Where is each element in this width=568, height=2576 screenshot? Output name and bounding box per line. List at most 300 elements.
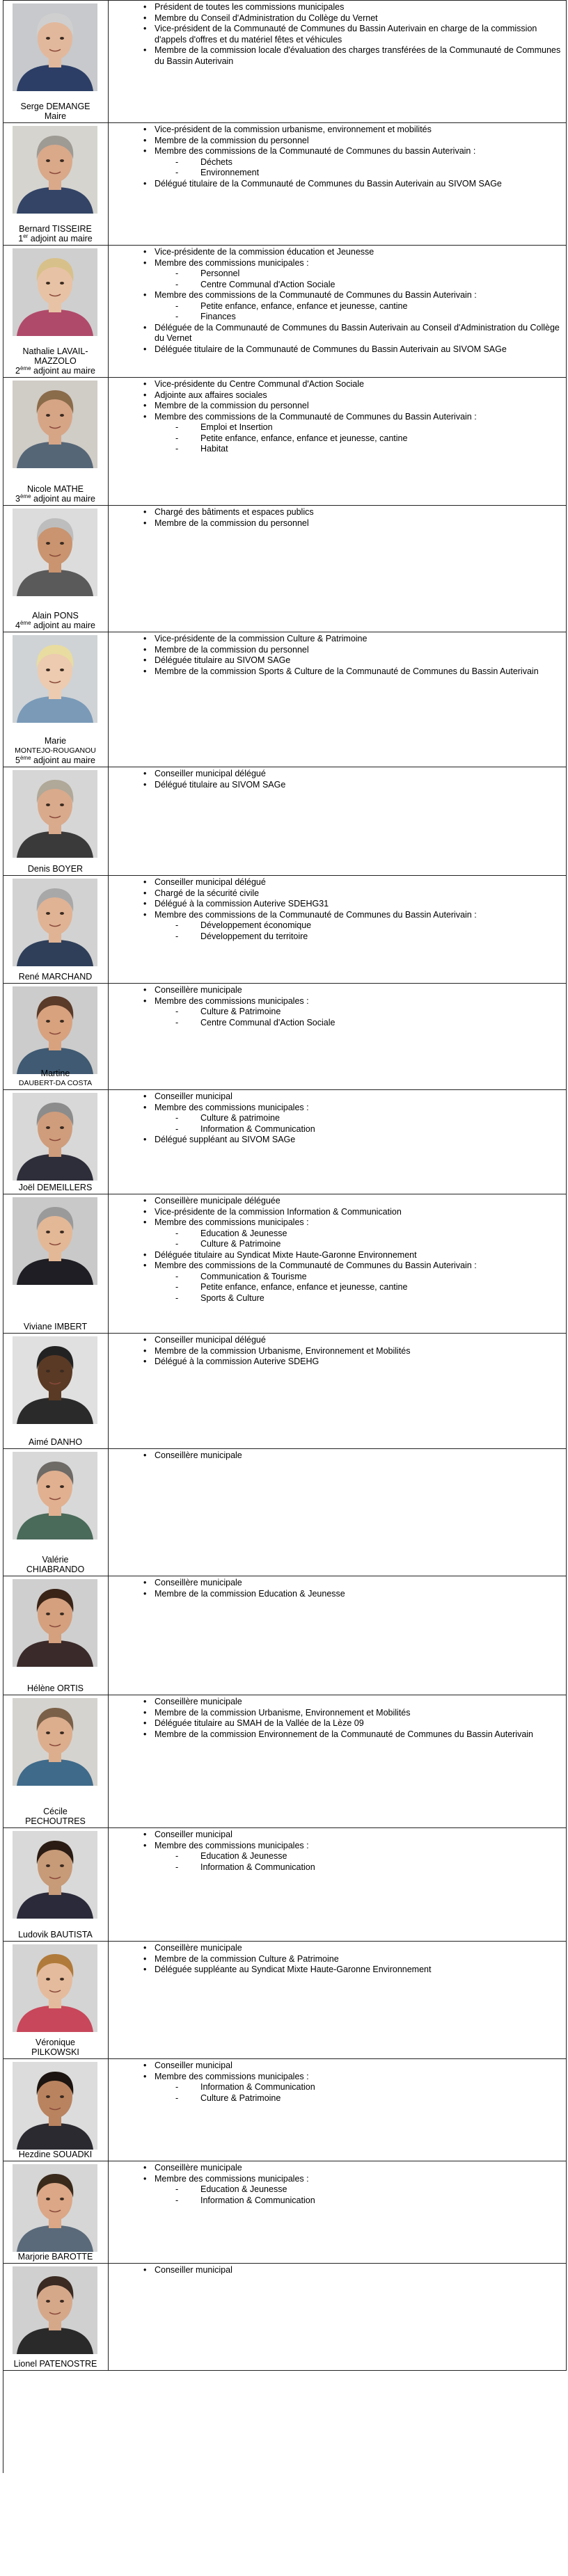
duty-item	[109, 780, 563, 791]
member-caption	[3, 346, 108, 376]
portrait-image	[13, 2266, 97, 2354]
duty-item	[109, 344, 563, 355]
duty-item	[109, 1450, 563, 1462]
duties-list	[109, 1943, 563, 1976]
duty-sublist	[155, 1229, 563, 1250]
member-role: 1er adjoint au maire	[18, 232, 93, 243]
duty-item	[109, 390, 563, 401]
member-role-ordinal: ème	[19, 619, 31, 626]
member-portrait	[13, 1336, 97, 1424]
duty-text: Vice-président de la Communauté de Communes du Bassin Auterivain en charge de la commission d'appels d'offres et du matériel fêtes et véhicules	[155, 24, 537, 45]
member-identity-cell	[3, 2161, 109, 2263]
member-identity-cell	[3, 632, 109, 767]
member-name: Viviane IMBERT	[23, 1322, 88, 1331]
duty-item	[109, 2, 563, 13]
duty-text: Déléguée titulaire au SMAH de la Vallée de la Lèze 09	[155, 1718, 364, 1728]
duty-text: Conseillère municipale	[155, 1450, 242, 1460]
member-role: 4ème adjoint au maire	[15, 619, 95, 630]
member-duties-cell	[109, 1576, 566, 1695]
member-duties-cell	[109, 1828, 566, 1941]
duty-sublist	[155, 1272, 563, 1304]
member-duties-cell	[109, 1942, 566, 2058]
member-caption	[3, 2359, 108, 2369]
duty-subitem: - Education & Jeunesse	[155, 1851, 563, 1862]
portrait-image	[13, 1197, 97, 1285]
member-portrait	[13, 1197, 97, 1285]
duty-item	[109, 2072, 563, 2104]
member-identity-cell	[3, 246, 109, 377]
member-caption	[3, 1069, 108, 1088]
duty-text: Déléguée titulaire de la Communauté de Communes du Bassin Auterivain au SIVOM SAGe	[155, 344, 507, 354]
duty-subitem: - Finances	[155, 312, 563, 323]
duty-text: Membre de la commission Urbanisme, Environnement et Mobilités	[155, 1707, 411, 1718]
duties-list	[109, 877, 563, 942]
duty-text: Adjointe aux affaires sociales	[155, 390, 267, 400]
portrait-image	[13, 770, 97, 858]
duty-item	[109, 1841, 563, 1873]
duties-list	[109, 1196, 563, 1304]
duty-item	[109, 1196, 563, 1207]
duty-item	[109, 1335, 563, 1346]
member-caption	[3, 611, 108, 630]
member-row	[3, 1089, 567, 1194]
duty-text: Délégué à la commission Auterive SDEHG31	[155, 899, 329, 909]
duty-text: Conseiller municipal	[155, 1091, 232, 1101]
duty-item	[109, 125, 563, 136]
duty-text: Membre de la commission Education & Jeunesse	[155, 1588, 345, 1599]
duty-subitem: - Culture & patrimoine	[155, 1113, 563, 1124]
duty-sublist	[155, 157, 563, 179]
duty-text: Membre de la commission du personnel	[155, 135, 309, 145]
portrait-image	[13, 1579, 97, 1667]
duty-text: Membre des commissions municipales :	[155, 2071, 309, 2081]
duty-item	[109, 290, 563, 323]
member-duties-cell	[109, 1194, 566, 1333]
member-duties-cell	[109, 876, 566, 983]
portrait-image	[13, 1944, 97, 2032]
duty-item	[109, 1589, 563, 1600]
member-portrait	[13, 2062, 97, 2150]
duty-text: Membre de la commission du personnel	[155, 644, 309, 655]
duties-list	[109, 1450, 563, 1462]
member-portrait	[13, 1698, 97, 1786]
member-duties-cell	[109, 1, 566, 122]
duty-text: Conseillère municipale	[155, 1578, 242, 1587]
duty-text: Déléguée titulaire au SIVOM SAGe	[155, 655, 291, 665]
member-caption	[3, 1683, 108, 1693]
duty-text: Membre de la commission du personnel	[155, 401, 309, 410]
duty-text: Chargé de la sécurité civile	[155, 888, 260, 898]
portrait-image	[13, 1452, 97, 1539]
duty-subitem: - Sports & Culture	[155, 1293, 563, 1304]
duty-item	[109, 401, 563, 412]
member-caption	[3, 1322, 108, 1331]
member-name-continued: MONTEJO-ROUGANOU	[15, 746, 96, 755]
member-caption	[3, 1437, 108, 1447]
duty-sublist	[155, 2184, 563, 2206]
member-portrait	[13, 381, 97, 468]
member-duties-cell	[109, 1695, 566, 1827]
duty-sublist	[155, 1007, 563, 1028]
member-duties-cell	[109, 2059, 566, 2161]
member-identity-cell	[3, 767, 109, 875]
duty-subitem: - Information & Communication	[155, 1124, 563, 1135]
duties-list	[109, 985, 563, 1028]
member-portrait	[13, 1579, 97, 1667]
duty-text: Membre des commissions municipales :	[155, 1102, 309, 1112]
member-role: 2ème adjoint au maire	[15, 365, 95, 376]
duty-subitem: - Centre Communal d'Action Sociale	[155, 1018, 563, 1029]
member-row	[3, 1333, 567, 1448]
duties-list	[109, 507, 563, 529]
duty-text: Déléguée titulaire au Syndicat Mixte Haute-Garonne Environnement	[155, 1249, 417, 1260]
duty-item	[109, 877, 563, 888]
duty-item	[109, 24, 563, 45]
member-name-continued: DAUBERT-DA COSTA	[18, 1079, 93, 1087]
duty-text: Membre de la commission locale d'évaluation des charges transférées de la Communauté de Communes du Bassin Auterivain	[155, 45, 561, 66]
member-role: Maire	[44, 111, 67, 121]
duty-item	[109, 247, 563, 258]
duty-item	[109, 888, 563, 899]
member-caption	[3, 972, 108, 982]
duty-text: Délégué suppléant au SIVOM SAGe	[155, 1135, 296, 1144]
duty-item	[109, 13, 563, 24]
member-row	[3, 767, 567, 875]
member-name: Véronique	[36, 2038, 75, 2047]
member-portrait	[13, 879, 97, 966]
member-role-ordinal: ème	[19, 754, 31, 761]
duty-subitem: - Centre Communal d'Action Sociale	[155, 280, 563, 291]
member-caption	[3, 864, 108, 874]
duty-item	[109, 899, 563, 910]
duty-item	[109, 2061, 563, 2072]
duty-item	[109, 666, 563, 678]
member-portrait	[13, 635, 97, 723]
member-row	[3, 1576, 567, 1695]
member-identity-cell	[3, 1695, 109, 1827]
member-caption	[3, 1555, 108, 1574]
duty-item	[109, 769, 563, 780]
member-name: Hélène ORTIS	[26, 1683, 84, 1693]
member-name-continued: PECHOUTRES	[25, 1816, 86, 1826]
member-portrait	[13, 3, 97, 91]
duty-item	[109, 179, 563, 190]
member-row	[3, 632, 567, 767]
member-duties-cell	[109, 506, 566, 632]
member-name: René MARCHAND	[18, 972, 93, 982]
member-row	[3, 875, 567, 983]
member-duties-cell	[109, 1090, 566, 1194]
member-caption	[3, 736, 108, 765]
member-portrait	[13, 509, 97, 596]
duty-subitem: - Développement du territoire	[155, 931, 563, 943]
duty-item	[109, 2163, 563, 2174]
duty-subitem: - Information & Communication	[155, 1862, 563, 1873]
duty-item	[109, 1250, 563, 1261]
portrait-image	[13, 2062, 97, 2150]
member-caption	[3, 1183, 108, 1192]
member-row	[3, 377, 567, 505]
duty-subitem: - Petite enfance, enfance, enfance et jeunesse, cantine	[155, 301, 563, 312]
duty-text: Membre des commissions de la Communauté de Communes du Bassin Auterivain :	[155, 290, 477, 300]
duty-text: Membre des commissions de la Communauté de Communes du Bassin Auterivain :	[155, 411, 477, 422]
duty-text: Conseillère municipale	[155, 2163, 242, 2173]
member-portrait	[13, 2164, 97, 2252]
duty-item	[109, 2174, 563, 2207]
duty-text: Membre de la commission du personnel	[155, 518, 309, 528]
duty-item	[109, 1261, 563, 1304]
duty-text: Conseillère municipale déléguée	[155, 1196, 281, 1206]
member-row	[3, 0, 567, 122]
member-identity-cell	[3, 1942, 109, 2058]
member-identity-cell	[3, 1194, 109, 1333]
member-row	[3, 2263, 567, 2371]
duty-item	[109, 45, 563, 67]
member-caption	[3, 1807, 108, 1826]
duty-subitem: - Petite enfance, enfance, enfance et jeunesse, cantine	[155, 433, 563, 445]
member-duties-cell	[109, 767, 566, 875]
duty-text: Membre des commissions municipales :	[155, 2173, 309, 2184]
member-identity-cell	[3, 1576, 109, 1695]
duty-text: Membre des commissions de la Communauté de Communes du Bassin Auterivain :	[155, 909, 477, 920]
member-role: 3ème adjoint au maire	[15, 493, 95, 504]
duty-item	[109, 2265, 563, 2276]
duty-item	[109, 323, 563, 344]
duty-item	[109, 996, 563, 1029]
member-duties-cell	[109, 246, 566, 377]
duty-text: Conseiller municipal	[155, 1830, 232, 1839]
member-portrait	[13, 770, 97, 858]
duty-subitem: - Information & Communication	[155, 2195, 563, 2207]
member-name: Bernard TISSEIRE	[19, 224, 92, 234]
duty-sublist	[155, 1113, 563, 1135]
member-portrait	[13, 1944, 97, 2032]
duties-list	[109, 2163, 563, 2206]
portrait-image	[13, 1336, 97, 1424]
duties-list	[109, 125, 563, 189]
member-name-continued: CHIABRANDO	[26, 1565, 85, 1574]
duty-text: Membre du Conseil d'Administration du Collège du Vernet	[155, 13, 378, 23]
portrait-image	[13, 248, 97, 336]
duty-subitem: - Développement économique	[155, 920, 563, 931]
member-row	[3, 2161, 567, 2263]
duty-text: Conseiller municipal délégué	[155, 769, 266, 778]
duties-list	[109, 2265, 563, 2276]
portrait-image	[13, 879, 97, 966]
member-portrait	[13, 1093, 97, 1181]
member-caption	[3, 484, 108, 504]
portrait-image	[13, 635, 97, 723]
duty-item	[109, 910, 563, 943]
duties-list	[109, 1697, 563, 1740]
duty-item	[109, 1718, 563, 1729]
member-duties-cell	[109, 2161, 566, 2263]
member-identity-cell	[3, 2059, 109, 2161]
duty-subitem: - Personnel	[155, 269, 563, 280]
duties-list	[109, 1335, 563, 1368]
duty-item	[109, 985, 563, 996]
duty-text: Membre des commissions de la Communauté de Communes du Bassin Auterivain :	[155, 1261, 477, 1270]
member-name: Lionel PATENOSTRE	[13, 2359, 97, 2369]
member-row	[3, 1941, 567, 2058]
duty-item	[109, 1217, 563, 1250]
duties-list	[109, 2061, 563, 2104]
duty-item	[109, 1830, 563, 1841]
portrait-image	[13, 509, 97, 596]
duty-text: Conseiller municipal	[155, 2265, 232, 2275]
member-name: Ludovik BAUTISTA	[18, 1930, 93, 1939]
duty-subitem: - Communication & Tourisme	[155, 1272, 563, 1283]
member-name: Nathalie LAVAIL-MAZZOLO	[22, 346, 88, 366]
portrait-image	[13, 1698, 97, 1786]
duty-item	[109, 146, 563, 179]
member-duties-cell	[109, 632, 566, 767]
duty-text: Conseillère municipale	[155, 1697, 242, 1706]
duty-text: Vice-présidente de la commission Culture & Patrimoine	[155, 634, 368, 643]
member-role-ordinal: er	[23, 232, 29, 239]
member-duties-cell	[109, 2264, 566, 2370]
duty-text: Membre de la commission Sports & Culture de la Communauté de Communes du Bassin Auterivain	[155, 666, 539, 676]
duty-text: Conseillère municipale	[155, 1943, 242, 1953]
duty-item	[109, 1103, 563, 1135]
member-row	[3, 245, 567, 377]
portrait-image	[13, 2164, 97, 2252]
duty-text: Déléguée suppléante au Syndicat Mixte Haute-Garonne Environnement	[155, 1965, 432, 1974]
duty-sublist	[155, 1851, 563, 1873]
duty-subitem: - Emploi et Insertion	[155, 422, 563, 433]
duties-list	[109, 1578, 563, 1599]
member-name: Joël DEMEILLERS	[18, 1183, 93, 1192]
member-name: Cécile	[43, 1807, 68, 1816]
duty-text: Membre des commissions municipales :	[155, 257, 309, 268]
duty-subitem: - Déchets	[155, 157, 563, 168]
member-identity-cell	[3, 2264, 109, 2370]
member-name: Marie	[44, 736, 67, 746]
duty-text: Déléguée de la Communauté de Communes du Bassin Auterivain au Conseil d'Administration du Collège du Vernet	[155, 322, 560, 343]
member-caption	[3, 1930, 108, 1939]
member-caption	[3, 224, 108, 243]
duty-item	[109, 1346, 563, 1357]
member-identity-cell	[3, 1090, 109, 1194]
duty-item	[109, 634, 563, 645]
duty-subitem: - Culture & Patrimoine	[155, 2093, 563, 2104]
member-row	[3, 1827, 567, 1941]
duty-item	[109, 1708, 563, 1719]
duty-subitem: - Petite enfance, enfance, enfance et jeunesse, cantine	[155, 1282, 563, 1293]
member-portrait	[13, 1452, 97, 1539]
member-identity-cell	[3, 876, 109, 983]
duty-item	[109, 1578, 563, 1589]
member-row	[3, 1448, 567, 1576]
duty-subitem: - Education & Jeunesse	[155, 1229, 563, 1240]
duty-item	[109, 1357, 563, 1368]
duty-item	[109, 136, 563, 147]
duty-sublist	[155, 269, 563, 290]
member-row	[3, 1194, 567, 1333]
member-name: Aimé DANHO	[28, 1437, 83, 1447]
member-identity-cell	[3, 506, 109, 632]
duties-list	[109, 769, 563, 790]
member-row	[3, 505, 567, 632]
portrait-image	[13, 381, 97, 468]
member-identity-cell	[3, 378, 109, 505]
duty-text: Membre des commissions municipales :	[155, 995, 309, 1006]
member-name: Hezdine SOUADKI	[18, 2150, 93, 2159]
duty-text: Conseiller municipal	[155, 2061, 232, 2070]
member-name: Valérie	[42, 1555, 69, 1565]
duty-item	[109, 1954, 563, 1965]
duty-subitem: - Culture & Patrimoine	[155, 1007, 563, 1018]
member-row	[3, 2058, 567, 2161]
duties-list	[109, 1830, 563, 1873]
duties-list	[109, 634, 563, 677]
member-duties-cell	[109, 378, 566, 505]
member-row	[3, 1695, 567, 1827]
member-name: Martine	[40, 1069, 70, 1078]
member-identity-cell	[3, 1449, 109, 1576]
member-role-ordinal: ème	[19, 493, 31, 499]
duty-text: Conseiller municipal délégué	[155, 1335, 266, 1345]
duty-sublist	[155, 422, 563, 455]
member-name: Nicole MATHE	[26, 484, 84, 494]
duty-text: Délégué à la commission Auterive SDEHG	[155, 1357, 320, 1366]
duties-list	[109, 247, 563, 355]
member-row	[3, 122, 567, 245]
duty-text: Membre de la commission Urbanisme, Environnement et Mobilités	[155, 1345, 411, 1356]
duty-item	[109, 258, 563, 291]
duty-text: Membre de la commission Environnement de la Communauté de Communes du Bassin Auterivain	[155, 1729, 534, 1739]
duty-text: Délégué titulaire au SIVOM SAGe	[155, 779, 286, 790]
duty-subitem: - Information & Communication	[155, 2082, 563, 2093]
portrait-image	[13, 3, 97, 91]
duty-item	[109, 1135, 563, 1146]
duty-text: Vice-présidente du Centre Communal d'Action Sociale	[155, 379, 364, 389]
duties-list	[109, 2, 563, 67]
duty-text: Vice-présidente de la commission éducation et Jeunesse	[155, 247, 374, 257]
member-portrait	[13, 1831, 97, 1919]
portrait-image	[13, 1093, 97, 1181]
duty-item	[109, 1943, 563, 1954]
member-identity-cell	[3, 984, 109, 1089]
member-duties-cell	[109, 1334, 566, 1448]
portrait-image	[13, 1831, 97, 1919]
member-name: Denis BOYER	[27, 864, 84, 874]
duty-item	[109, 379, 563, 390]
member-caption	[3, 2150, 108, 2159]
duty-item	[109, 518, 563, 529]
duty-item	[109, 507, 563, 518]
duty-text: Conseillère municipale	[155, 985, 242, 995]
duty-subitem: - Environnement	[155, 168, 563, 179]
duty-text: Délégué titulaire de la Communauté de Communes du Bassin Auterivain au SIVOM SAGe	[155, 178, 502, 189]
member-name: Alain PONS	[32, 611, 79, 621]
duties-list	[109, 1091, 563, 1146]
duty-subitem: - Habitat	[155, 444, 563, 455]
duty-sublist	[155, 920, 563, 942]
member-identity-cell	[3, 1334, 109, 1448]
duty-item	[109, 1965, 563, 1976]
duty-item	[109, 1091, 563, 1103]
duty-sublist	[155, 2082, 563, 2104]
member-name-continued: PILKOWSKI	[31, 2047, 79, 2057]
duty-subitem: - Education & Jeunesse	[155, 2184, 563, 2195]
member-identity-cell	[3, 1828, 109, 1941]
duty-item	[109, 412, 563, 455]
duty-text: Président de toutes les commissions municipales	[155, 2, 345, 12]
duty-text: Membre des commissions municipales :	[155, 1840, 309, 1850]
duty-item	[109, 1207, 563, 1218]
member-portrait	[13, 2266, 97, 2354]
